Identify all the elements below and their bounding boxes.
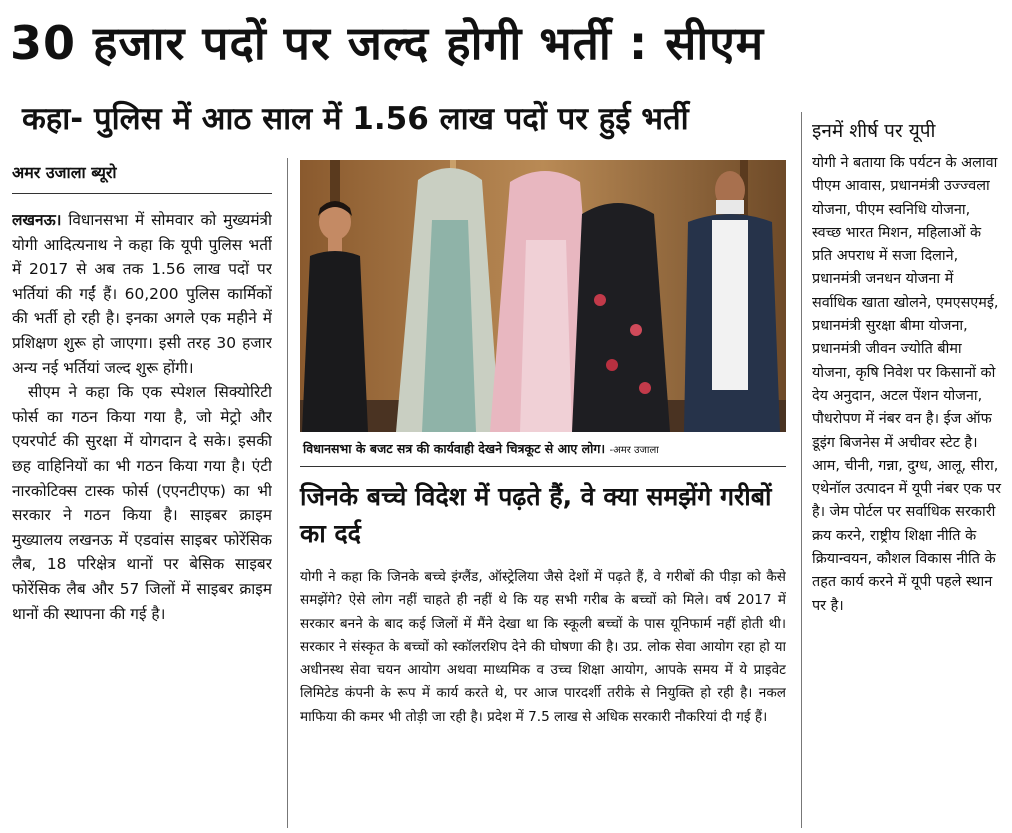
news-photo (300, 160, 786, 432)
story-2-paragraph: योगी ने कहा कि जिनके बच्चे इंग्लैंड, ऑस्ट्रेलिया जैसे देशों में पढ़ते हैं, वे गरीबों की पीड़ा को कैसे समझेंगे? ऐसे लोग नहीं चाहते ही नहीं थे कि यह सभी गरीब के बच्चों को मिले। वर्ष 2017 में सरकार बनने के बाद कई जिलों में मैंने देखा था कि स्कूली बच्चों के पास यूनिफार्म नहीं होती थी। सरकार ने संस्कृत के बच्चों को स्कॉलरशिप देने की घोषणा की है। उप्र. लोक सेवा आयोग रहा हो या अधीनस्थ सेवा चयन आयोग अथवा माध्यमिक व उच्च शिक्षा आयोग, आपके समय में ये प्राइवेट लिमिटेड कंपनी के रूप में कार्य करते थे, पर आज पारदर्शी तरीके से नियुक्ति हो रही है। नकल माफिया की कमर भी तोड़ी जा रही है। प्रदेश में 7.5 लाख से अधिक सरकारी नौकरियां दी गई हैं। (300, 569, 786, 725)
sidebar-title: इनमें शीर्ष पर यूपी (812, 120, 936, 142)
subheadline: कहा- पुलिस में आठ साल में 1.56 लाख पदों पर हुई भर्ती (22, 101, 689, 137)
paragraph-1-text: विधानसभा में सोमवार को मुख्यमंत्री योगी आदित्यनाथ ने कहा कि यूपी पुलिस भर्ती में 2017 से अब तक 1.56 लाख पदों पर भर्तियां की गईं हैं। 60,200 पुलिस कार्मिकों की भर्ती हो रही है। इनका अगले एक महीने में प्रशिक्षण शुरू हो जाएगा। इसी तरह 30 हजार अन्य नई भर्तियां जल्द शुरू होंगी। (12, 211, 272, 377)
column-divider-left (287, 158, 288, 828)
main-headline: 30 हजार पदों पर जल्द होगी भर्ती : सीएम (10, 16, 765, 70)
photo-illustration (300, 160, 786, 432)
photo-credit: -अमर उजाला (609, 445, 659, 456)
paragraph-1 (12, 208, 272, 380)
story-2-headline: जिनके बच्चे विदेश में पढ़ते हैं, वे क्या समझेंगे गरीबों का दर्द (300, 482, 772, 548)
sidebar-paragraph: योगी ने बताया कि पर्यटन के अलावा पीएम आवास, प्रधानमंत्री उज्ज्वला योजना, पीएम स्वनिधि योजना, स्वच्छ भारत मिशन, महिलाओं के प्रति अपराध में सजा दिलाने, प्रधानमंत्री जनधन योजना में सर्वाधिक खाता खोलने, एमएसएमई, प्रधानमंत्री सुरक्षा बीमा योजना, प्रधानमंत्री जीवन ज्योति बीमा योजना, कृषि निवेश पर किसानों को देय अनुदान, अटल पेंशन योजना, पौधरोपण में नंबर वन है। ईज ऑफ डूइंग बिजनेस में अचीवर स्टेट है। आम, चीनी, गन्ना, दुग्ध, आलू, सीरा, एथेनॉल उत्पादन में यूपी नंबर एक पर है। जेम पोर्टल पर सर्वाधिक सरकारी क्रय करने, राष्ट्रीय शिक्षा नीति के क्रियान्वयन, कौशल विकास नीति के तहत कार्य करने में यूपी पहले स्थान पर है। (812, 155, 1001, 614)
sidebar-body (812, 152, 1002, 822)
column-divider-right (801, 112, 802, 828)
caption-text: विधानसभा के बजट सत्र की कार्यवाही देखने चित्रकूट से आए लोग। (303, 441, 606, 456)
byline-rule (12, 193, 272, 194)
left-column-article (12, 208, 272, 828)
dateline: लखनऊ। (12, 211, 62, 229)
story-2-body (300, 566, 786, 828)
photo-caption (303, 436, 785, 464)
paragraph-2: सीएम ने कहा कि एक स्पेशल सिक्योरिटी फोर्स का गठन किया गया है, जो मेट्रो और एयरपोर्ट की सुरक्षा में योगदान दे सके। इसकी छह वाहिनियों का भी गठन किया गया है। एंटी नारकोटिक्स टास्क फोर्स (एएनटीएफ) का भी सरकार ने गठन किया है। साइबर क्राइम मुख्यालय लखनऊ में एडवांस साइबर फोरेंसिक लैब, 18 परिक्षेत्र थानों पर बेसिक साइबर फोरेंसिक लैब और 57 जिलों में साइबर क्राइम थानों की स्थापना की गई है। (12, 383, 272, 623)
byline: अमर उजाला ब्यूरो (12, 163, 117, 182)
caption-rule (300, 466, 786, 467)
